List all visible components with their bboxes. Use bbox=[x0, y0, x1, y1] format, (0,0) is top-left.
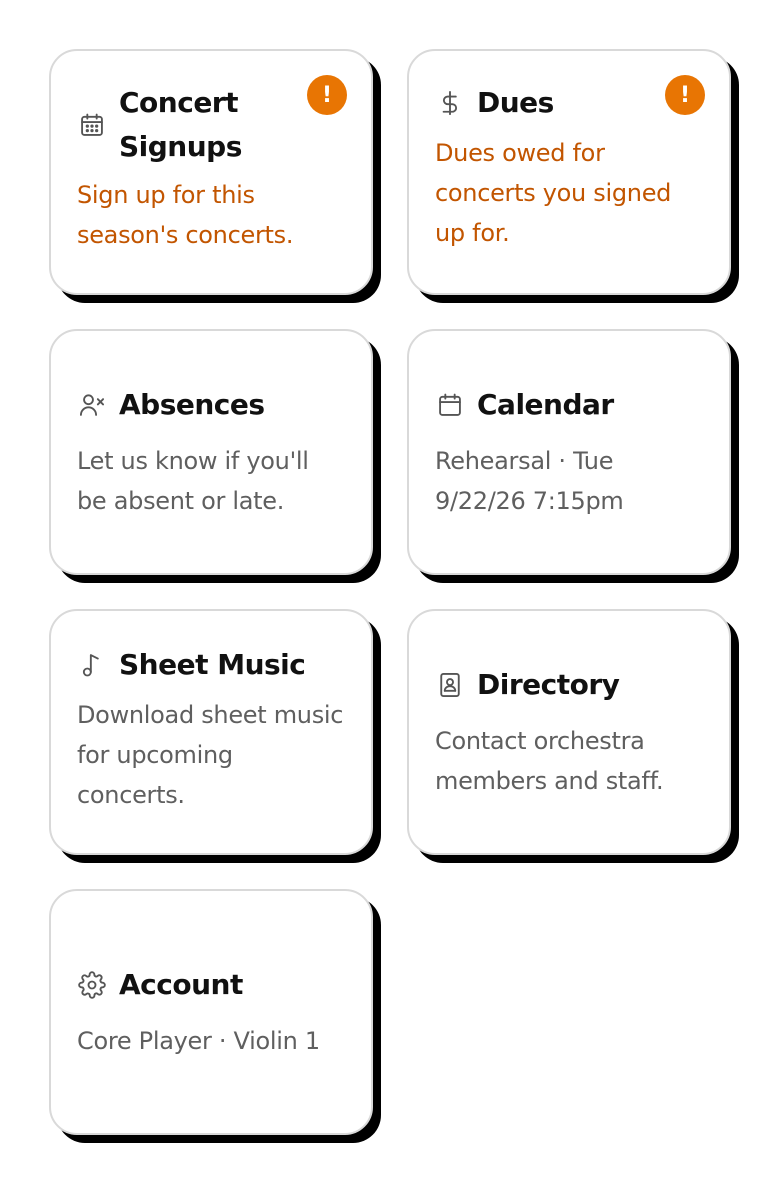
user-x-icon bbox=[77, 390, 107, 420]
directory-card[interactable] bbox=[407, 609, 731, 855]
card-description: Let us know if you'll be absent or late. bbox=[77, 447, 309, 515]
dollar-icon bbox=[435, 88, 465, 118]
card-description: Sign up for this season's concerts. bbox=[77, 181, 294, 249]
card-description: Download sheet music for upcoming concerts. bbox=[77, 701, 344, 809]
absences-card[interactable] bbox=[49, 329, 373, 575]
card-title: Account bbox=[119, 968, 243, 1001]
card-title: Sheet Music bbox=[119, 648, 306, 681]
card-description: Contact orchestra members and staff. bbox=[435, 727, 664, 795]
account-card[interactable] bbox=[49, 889, 373, 1135]
contact-book-icon bbox=[435, 670, 465, 700]
music-note-icon bbox=[77, 650, 107, 680]
gear-icon bbox=[77, 970, 107, 1000]
card-title: Directory bbox=[477, 668, 620, 701]
calendar-icon bbox=[435, 390, 465, 420]
calendar-grid-icon bbox=[77, 110, 107, 140]
alert-badge: ! bbox=[665, 75, 705, 115]
card-description: Core Player · Violin 1 bbox=[77, 1027, 320, 1055]
card-description: Rehearsal · Tue 9/22/26 7:15pm bbox=[435, 447, 624, 515]
card-title: Calendar bbox=[477, 388, 614, 421]
card-title: Dues bbox=[477, 86, 554, 119]
card-description: Dues owed for concerts you signed up for. bbox=[435, 139, 672, 247]
dues-card[interactable] bbox=[407, 49, 731, 295]
card-title: Concert Signups bbox=[119, 86, 242, 163]
card-title: Absences bbox=[119, 388, 265, 421]
calendar-card[interactable] bbox=[407, 329, 731, 575]
concert-signups-card[interactable] bbox=[49, 49, 373, 295]
sheet-music-card[interactable] bbox=[49, 609, 373, 855]
alert-badge: ! bbox=[307, 75, 347, 115]
